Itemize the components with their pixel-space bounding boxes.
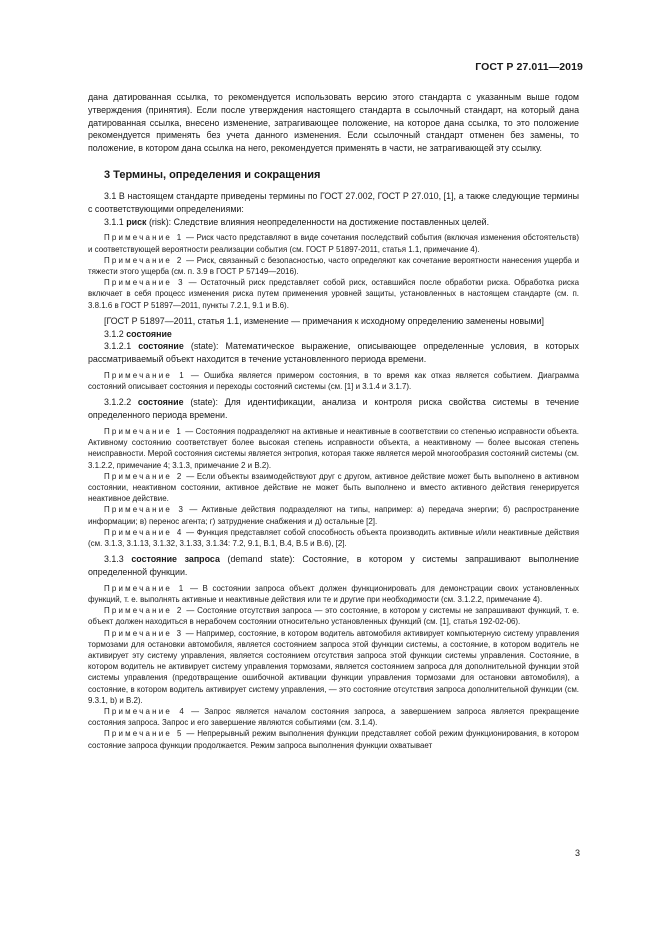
note-text: — Остаточный риск представляет собой риск, оставшийся после обработки риска. Обработка риска включает в себя процесс изменения риска путем применения уровней защиты, установленных в настоящем стандарте (см. п. 3.8.1.6 в ГОСТ Р 51897—2011, пункты 7.2.1, 9.1 и В.6). xyxy=(88,278,580,310)
term-number: 3.1.2.2 xyxy=(104,397,138,408)
section-title: 3 Термины, определения и сокращения xyxy=(104,168,321,181)
note-label: Примечание 1 xyxy=(104,370,186,380)
term-3-1-2 xyxy=(88,328,579,341)
term-name: состояние xyxy=(138,341,184,352)
note-text: — Риск, связанный с безопасностью, часто определяют как сочетание вероятности нанесения ущерба и тяжести этого ущерба (см. п. 3.9 в ГОСТ Р 57149—2016). xyxy=(88,255,580,276)
note-label: Примечание 4 xyxy=(104,527,184,537)
note-label: Примечание 3 xyxy=(104,505,186,515)
paragraph-3-1: 3.1 В настоящем стандарте приведены термины по ГОСТ 27.002, ГОСТ Р 27.010, [1], а также следующие термины с соответствующими определениями: xyxy=(88,190,579,214)
term-3-1-2-2 xyxy=(88,396,579,422)
note-label: Примечание 4 xyxy=(104,707,186,717)
note xyxy=(88,583,579,605)
note-label: Примечание 1 xyxy=(104,233,184,243)
term-name: состояние xyxy=(126,328,172,339)
note-text: — Например, состояние, в котором водитель автомобиля активирует компьютерную систему управления тормозами для остановки автомобиля, является состоянием запроса этой функции системы, а состояние, в котором водитель не активирует эту систему управления, является состоянием отсутствия запроса этой функции системы управления. Состояние, в котором водитель не активирует систему управления тормозами, является состоянием запроса для дополнительной функции этой системы управления (предотвращение ошибочной активации функции управления тормозами для остановки автомобиля), а состояние, в котором водитель активирует систему управления, — это состояние отсутствия запроса дополнительной функции (см. 9.3.1, b) и В.2). xyxy=(88,628,579,705)
note-label: Примечание 5 xyxy=(104,729,184,739)
term-definition: (state): Математическое выражение, описывающее определенные условия, в которых рассматриваемый объект находится в течение установленного периода времени. xyxy=(88,341,579,365)
note xyxy=(88,471,579,505)
term-name: состояние xyxy=(137,397,184,408)
note xyxy=(88,426,579,471)
term-definition: (state): Для идентификации, анализа и контроля риска свойства системы в течение определенного периода времени. xyxy=(88,397,580,421)
note xyxy=(88,728,579,750)
document-body xyxy=(88,91,579,751)
note xyxy=(88,527,579,549)
term-number: 3.1.3 xyxy=(104,554,132,565)
term-3-1-3 xyxy=(88,553,579,579)
note-text: — Функция представляет собой способность объекта производить активные и/или неактивные действия (см. 3.1.3, 3.1.13, 3.1.32, 3.1.33, 3.1.34: 7.2, 9.1, В.1, В.4, В.5 и В.6), [2]. xyxy=(88,527,579,549)
note-text: — Состояние отсутствия запроса — это состояние, в котором у системы не запрашивают функций, т. е. объект должен находиться в нерабочем состоянии относительно установленных функций (см. [1], статья 192-02-06). xyxy=(88,606,579,627)
source-note: [ГОСТ Р 51897—2011, статья 1.1, изменение — примечания к исходному определению заменены новыми] xyxy=(104,315,544,326)
page-number: 3 xyxy=(574,848,580,858)
note-text: — Непрерывный режим выполнения функции представляет собой режим функционирования, в котором состояние запроса функции продолжается. Режим запроса выполнения функции охватывает xyxy=(88,729,579,750)
note-text: — Активные действия подразделяют на типы, например: а) передача энергии; б) распространение информации; в) перенос агента; г) затруднение снабжения и д) остальные [2]. xyxy=(88,505,579,526)
note xyxy=(88,628,579,706)
note-text: — Запрос является началом состояния запроса, а завершением запроса является прекращение состояния запроса. Запрос и его завершение являются событиями (см. 3.1.4). xyxy=(88,707,580,728)
note-text: — В состоянии запроса объект должен функционировать для демонстрации своих установленных функций, т. е. выполнять активные и неактивные действия или те и другие при необходимости (см. 3.1.2.2, примечание 4). xyxy=(88,583,579,605)
note-text: — Ошибка является примером состояния, в то время как отказ является событием. Диаграмма состояний описывает состояния и переходы состояний системы (см. [1] и 3.1.4 и 3.1.7). xyxy=(88,370,579,392)
note-label: Примечание 3 xyxy=(104,628,184,638)
note xyxy=(88,370,579,392)
term-definition: (demand state): Состояние, в котором у системы запрашивают выполнение определенной функции. xyxy=(88,554,579,578)
note-label: Примечание 1 xyxy=(104,583,186,593)
term-number: 3.1.2 xyxy=(104,328,127,339)
term-name: риск xyxy=(126,216,147,227)
term-number: 3.1.2.1 xyxy=(104,341,139,352)
term-3-1-2-1 xyxy=(88,340,579,366)
term-definition: (risk): Следствие влияния неопределенности на достижение поставленных целей. xyxy=(146,216,490,227)
note xyxy=(88,706,579,728)
note xyxy=(88,605,579,627)
note-label: Примечание 2 xyxy=(104,471,184,481)
note-label: Примечание 2 xyxy=(104,255,184,265)
note xyxy=(88,232,579,254)
note xyxy=(88,255,579,277)
note-text: — Состояния подразделяют на активные и неактивные в соответствии со степенью исправности объекта. Активному состоянию соответствует более высокая степень исправности объекта, а неактивному — более высокая степень неисправности. Мерой состояния системы является энтропия, которая также является мерой многообразия состояний системы (см. 3.1.2.2, примечание 4; 3.1.3, примечание 2 и В.2). xyxy=(88,426,580,470)
note-label: Примечание 2 xyxy=(104,606,184,616)
note-text: — Риск часто представляют в виде сочетания последствий события (включая изменения обстоятельств) и соответствующей вероятности реализации события (см. ГОСТ Р 51897-2011, статья 1.1, примечание 4). xyxy=(88,233,580,254)
note xyxy=(88,277,579,311)
document-header: ГОСТ Р 27.011—2019 xyxy=(475,61,583,73)
note-text: — Если объекты взаимодействуют друг с другом, активное действие может быть выполнено в активном состоянии, неактивном состоянии, активное действие не может быть выполнено и вместо активного действия генерируется неактивное действие. xyxy=(88,471,579,504)
term-3-1-1 xyxy=(88,216,579,229)
intro-paragraph: дана датированная ссылка, то рекомендуется использовать версию этого стандарта с указанным выше годом утверждения (принятия). Если после утверждения настоящего стандарта в ссылочный стандарт, на который дана датированная ссылка, внесено изменение, затрагивающее положение, на которое дана ссылка, то это положение рекомендуется применять без учета данного изменения. Если ссылочный стандарт отменен без замены, то положение, в котором дана ссылка на него, рекомендуется применять в части, не затрагивающей эту ссылку. xyxy=(88,92,579,154)
term-number: 3.1.1 xyxy=(104,216,127,227)
term-name: состояние запроса xyxy=(131,554,220,565)
note-label: Примечание 3 xyxy=(104,278,185,288)
note-label: Примечание 1 xyxy=(104,426,184,436)
note xyxy=(88,504,579,526)
